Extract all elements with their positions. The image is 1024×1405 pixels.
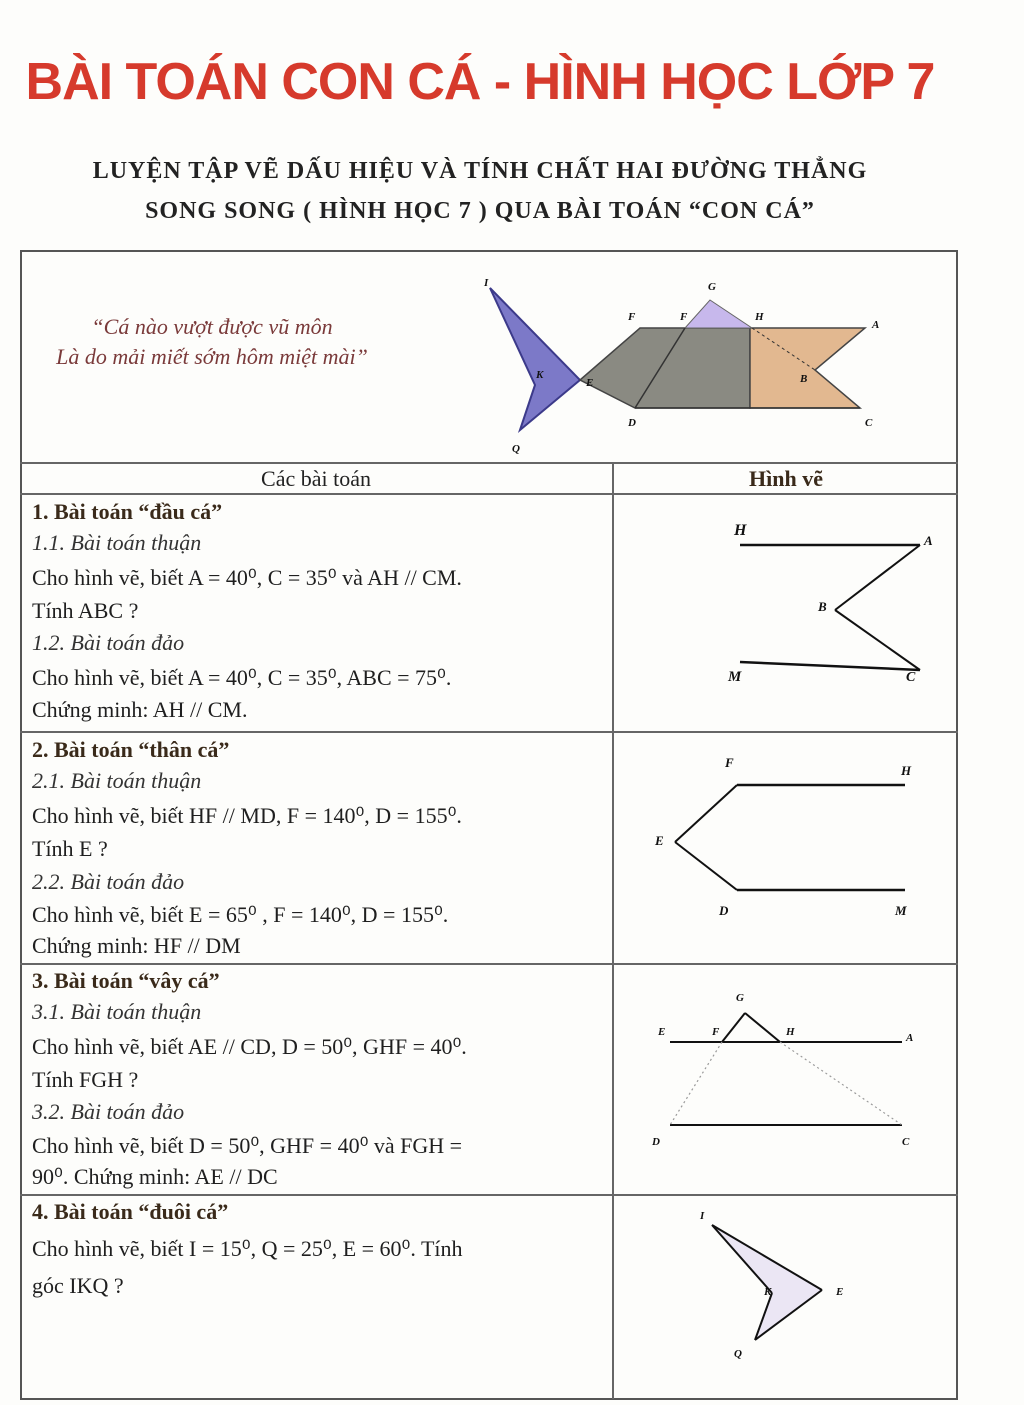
point-label: E bbox=[655, 833, 664, 848]
point-label: I bbox=[700, 1210, 705, 1222]
problem-title: 4. Bài toán “đuôi cá” bbox=[32, 1199, 229, 1224]
problem-line: Cho hình vẽ, biết D = 50⁰, GHF = 40⁰ và FGH = bbox=[32, 1133, 463, 1158]
problem-line: Tính E ? bbox=[32, 836, 108, 861]
point-label: A bbox=[924, 533, 933, 548]
problem-line: Tính ABC ? bbox=[32, 598, 139, 623]
point-label: E bbox=[836, 1286, 844, 1298]
subtitle-line-1: LUYỆN TẬP VẼ DẤU HIỆU VÀ TÍNH CHẤT HAI ĐƯỜNG THẲNG bbox=[92, 158, 868, 184]
point-label: F bbox=[680, 311, 688, 323]
problem-line: Cho hình vẽ, biết E = 65⁰ , F = 140⁰, D = 155⁰. bbox=[32, 902, 449, 927]
point-label: H bbox=[734, 522, 747, 539]
point-label: M bbox=[895, 903, 907, 918]
problem-line: góc IKQ ? bbox=[32, 1273, 124, 1298]
problem-title: 2. Bài toán “thân cá” bbox=[32, 737, 230, 762]
tail-figure bbox=[690, 1205, 880, 1380]
point-label: D bbox=[652, 1136, 660, 1148]
problem-line: Cho hình vẽ, biết AE // CD, D = 50⁰, GHF = 40⁰. bbox=[32, 1034, 467, 1059]
page-title: BÀI TOÁN CON CÁ - HÌNH HỌC LỚP 7 bbox=[25, 53, 935, 111]
column-header-problems: Các bài toán bbox=[261, 466, 371, 491]
problem-line: 1.2. Bài toán đảo bbox=[32, 630, 185, 655]
problem-line: Chứng minh: AH // CM. bbox=[32, 697, 248, 722]
problem-line: Cho hình vẽ, biết A = 40⁰, C = 35⁰, ABC = 75⁰. bbox=[32, 665, 452, 690]
point-label: G bbox=[736, 992, 744, 1004]
head-figure bbox=[720, 515, 940, 690]
problem-line: 1.1. Bài toán thuận bbox=[32, 530, 202, 555]
point-label: K bbox=[536, 369, 544, 381]
point-label: H bbox=[786, 1026, 795, 1038]
point-label: F bbox=[628, 311, 636, 323]
point-label: H bbox=[901, 763, 912, 778]
problem-line: Cho hình vẽ, biết A = 40⁰, C = 35⁰ và AH // CM. bbox=[32, 565, 462, 590]
problem-line: 2.2. Bài toán đảo bbox=[32, 869, 185, 894]
problem-line: Cho hình vẽ, biết HF // MD, F = 140⁰, D = 155⁰. bbox=[32, 803, 462, 828]
point-label: I bbox=[484, 277, 489, 289]
fin-figure bbox=[640, 985, 930, 1155]
point-label: C bbox=[902, 1136, 910, 1148]
point-label: B bbox=[800, 373, 808, 385]
problem-line: Tính FGH ? bbox=[32, 1067, 139, 1092]
column-header-figures: Hình vẽ bbox=[749, 466, 823, 491]
table-divider bbox=[20, 1194, 958, 1196]
point-label: F bbox=[712, 1026, 720, 1038]
point-label: A bbox=[906, 1032, 914, 1044]
table-divider bbox=[20, 462, 958, 464]
table-divider bbox=[20, 493, 958, 495]
point-label: E bbox=[658, 1026, 666, 1038]
body-figure bbox=[645, 755, 925, 925]
problem-line: 3.2. Bài toán đảo bbox=[32, 1099, 185, 1124]
point-label: C bbox=[906, 670, 916, 685]
point-label: Q bbox=[734, 1348, 742, 1360]
point-label: A bbox=[872, 319, 880, 331]
point-label: B bbox=[818, 599, 827, 614]
subtitle-line-2: SONG SONG ( HÌNH HỌC 7 ) QUA BÀI TOÁN “CON CÁ” bbox=[145, 198, 815, 224]
fish-figure bbox=[470, 270, 890, 460]
problem-title: 1. Bài toán “đầu cá” bbox=[32, 499, 223, 524]
poem-line: “Cá nào vượt được vũ môn bbox=[91, 314, 333, 339]
point-label: M bbox=[728, 669, 742, 685]
fish-fin bbox=[685, 300, 752, 328]
point-label: D bbox=[628, 417, 636, 429]
problem-line: 2.1. Bài toán thuận bbox=[32, 768, 202, 793]
table-divider bbox=[20, 963, 958, 965]
point-label: D bbox=[719, 903, 729, 918]
problem-line: 90⁰. Chứng minh: AE // DC bbox=[32, 1164, 278, 1189]
fish-body bbox=[580, 328, 750, 408]
table-divider bbox=[20, 731, 958, 733]
problem-line: Cho hình vẽ, biết I = 15⁰, Q = 25⁰, E = 60⁰. Tính bbox=[32, 1236, 463, 1261]
point-label: C bbox=[865, 417, 873, 429]
fish-tail bbox=[490, 288, 580, 430]
point-label: E bbox=[586, 377, 594, 389]
problem-line: Chứng minh: HF // DM bbox=[32, 933, 241, 958]
point-label: K bbox=[764, 1286, 772, 1298]
fish-head bbox=[750, 328, 865, 408]
problem-line: 3.1. Bài toán thuận bbox=[32, 999, 202, 1024]
point-label: G bbox=[708, 281, 716, 293]
poem bbox=[22, 312, 402, 372]
column-divider bbox=[612, 462, 614, 1399]
problem-title: 3. Bài toán “vây cá” bbox=[32, 968, 220, 993]
point-label: Q bbox=[512, 443, 520, 455]
point-label: F bbox=[725, 755, 734, 770]
poem-line: Là do mải miết sớm hôm miệt mài” bbox=[56, 344, 368, 369]
point-label: H bbox=[755, 311, 764, 323]
